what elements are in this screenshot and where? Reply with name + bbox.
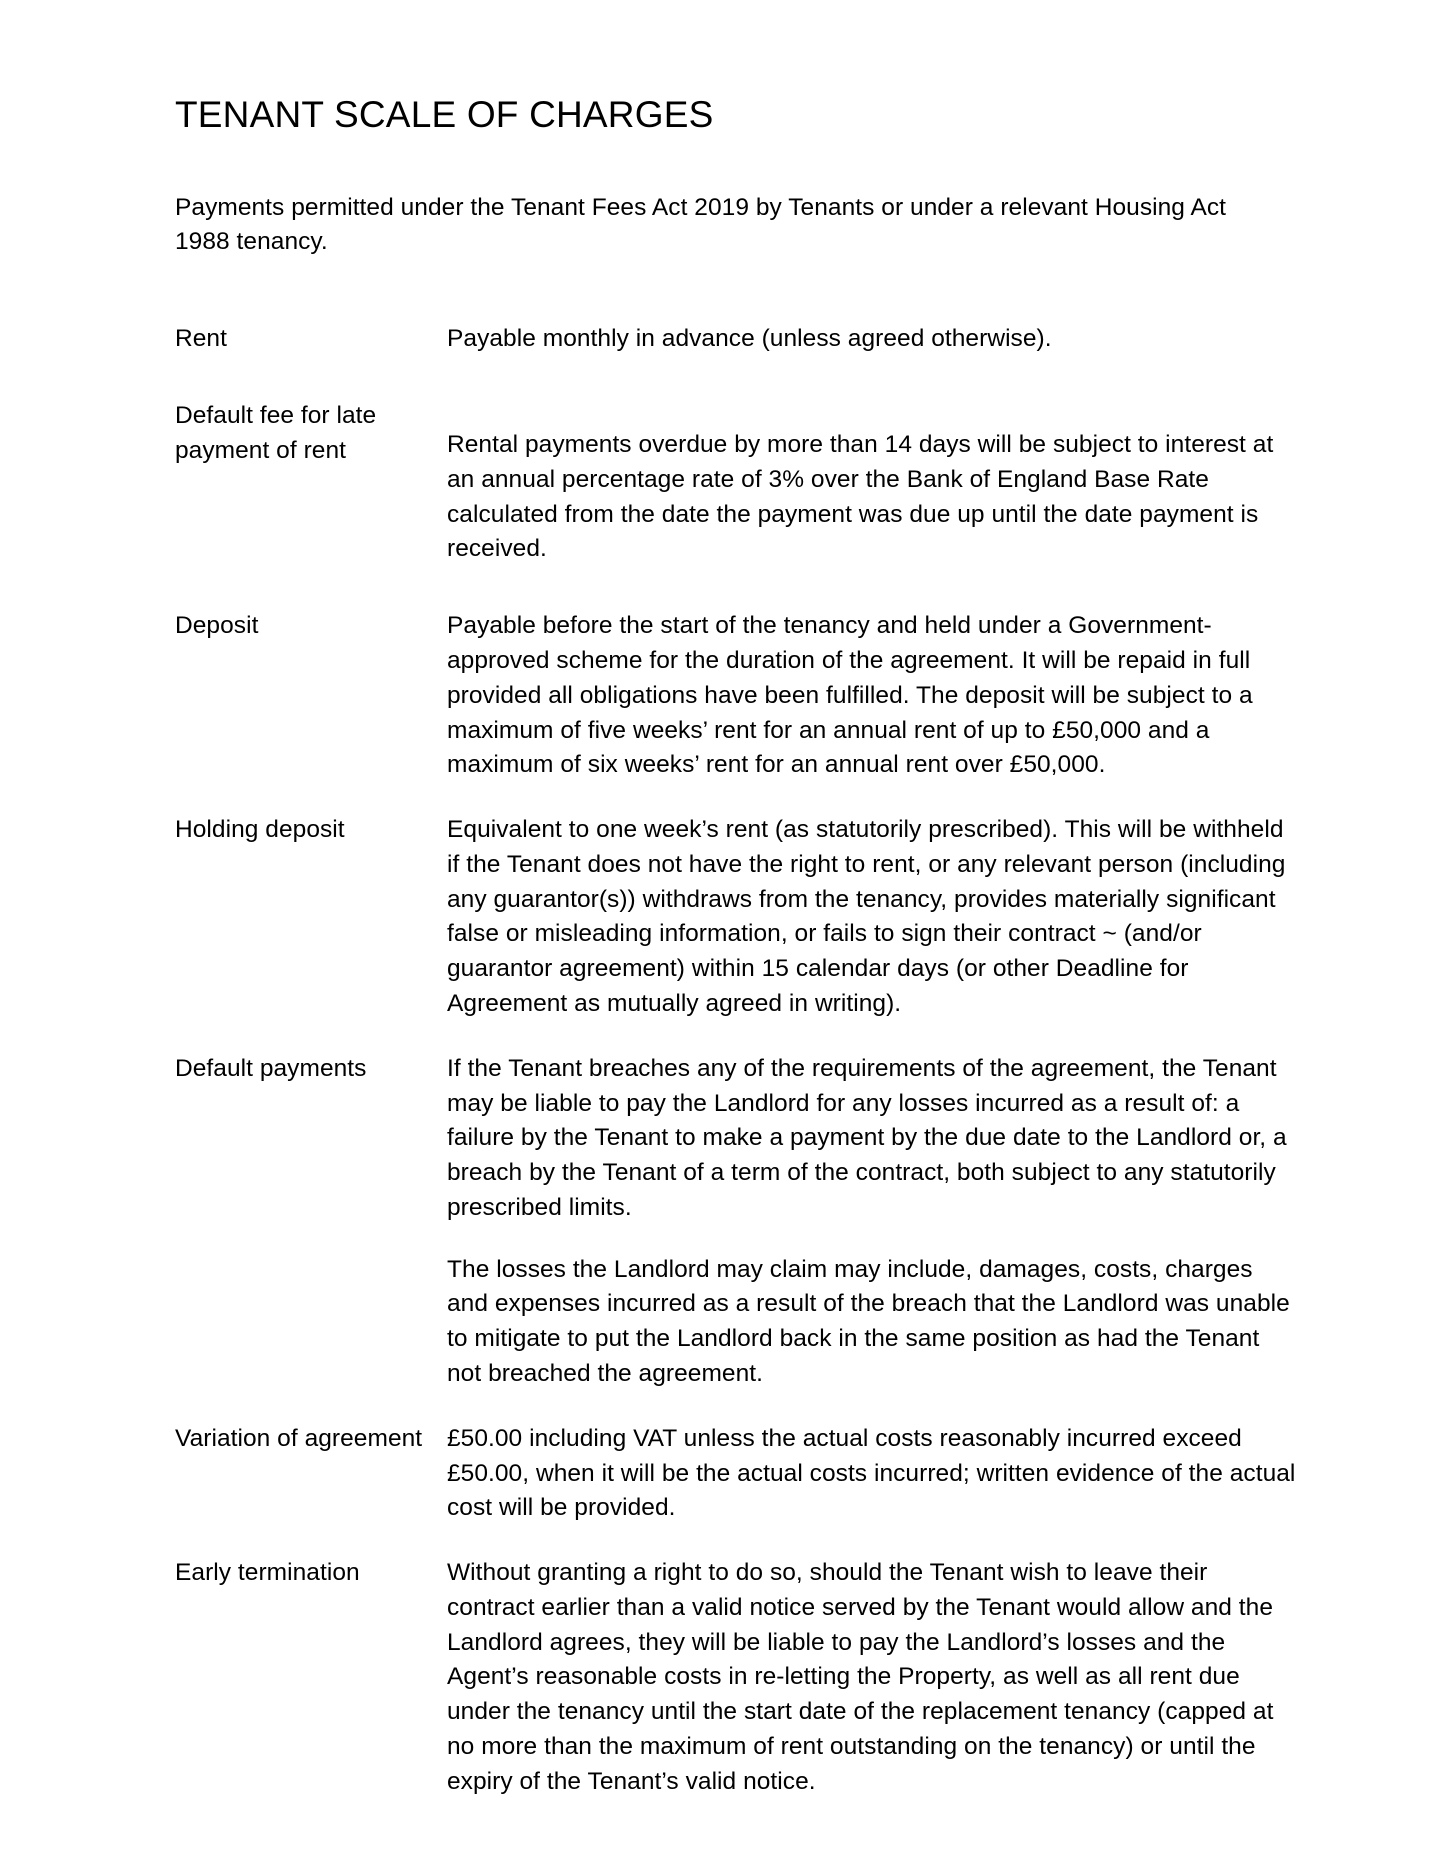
charge-paragraph: Rental payments overdue by more than 14 days will be subject to interest at an annual percentage rate of 3% over the Bank of England Base Rate calculated from the date the payment was due up until the date payment is received. bbox=[447, 431, 1274, 563]
charge-label-holding-deposit: Holding deposit bbox=[175, 816, 345, 844]
charge-label-deposit: Deposit bbox=[175, 612, 259, 640]
table-row bbox=[175, 1422, 1298, 1526]
row-gap bbox=[175, 783, 1298, 813]
intro-paragraph: Payments permitted under the Tenant Fees Act 2019 by Tenants or under a relevant Housing Act 1988 tenancy. bbox=[175, 193, 1227, 256]
charge-label-default-payments: Default payments bbox=[175, 1054, 367, 1082]
charge-label-variation-of-agreement: Variation of agreement bbox=[175, 1424, 423, 1452]
row-gap bbox=[175, 1392, 1298, 1422]
charge-label-early-termination: Early termination bbox=[175, 1559, 360, 1587]
table-row bbox=[175, 1556, 1298, 1799]
charge-paragraph: Payable monthly in advance (unless agreed otherwise). bbox=[447, 325, 1052, 353]
charge-label-default-fee-late-payment: Default fee for late payment of rent bbox=[175, 402, 377, 464]
table-row bbox=[175, 399, 1298, 567]
charge-description-rent bbox=[447, 322, 1298, 357]
charge-paragraph: Without granting a right to do so, should the Tenant wish to leave their contract earlier than a valid notice served by the Tenant would allow and the Landlord agrees, they will be liable to pay the Landlord’s losses and the Agent’s reasonable costs in re-letting the Property, as well as all rent due under the tenancy until the start date of the replacement tenancy (capped at no more than the maximum of rent outstanding on the tenancy) or until the expiry of the Tenant’s valid notice. bbox=[447, 1559, 1274, 1795]
page-title: TENANT SCALE OF CHARGES bbox=[175, 94, 714, 135]
charge-description-variation-of-agreement bbox=[447, 1422, 1298, 1526]
charge-paragraph: Equivalent to one week’s rent (as statutorily prescribed). This will be withheld if the Tenant does not have the right to rent, or any relevant person (including any guarantor(s)) withdraws from the tenancy, provides materially significant false or misleading information, or fails to sign their contract ~ (and/or guarantor agreement) within 15 calendar days (or other Deadline for Agreement as mutually agreed in writing). bbox=[447, 816, 1286, 1017]
charge-description-default-payments bbox=[447, 1052, 1298, 1392]
charge-paragraph: £50.00 including VAT unless the actual costs reasonably incurred exceed £50.00, when it will be the actual costs incurred; written evidence of the actual cost will be provided. bbox=[447, 1424, 1296, 1522]
row-gap bbox=[175, 357, 1298, 399]
row-gap bbox=[175, 1526, 1298, 1556]
charge-paragraph: Payable before the start of the tenancy and held under a Government-approved scheme for the duration of the agreement. It will be repaid in full provided all obligations have been fulfilled. The deposit will be subject to a maximum of five weeks’ rent for an annual rent of up to £50,000 and a maximum of six weeks’ rent for an annual rent over £50,000. bbox=[447, 612, 1253, 779]
row-gap bbox=[175, 1022, 1298, 1052]
table-row bbox=[175, 1052, 1298, 1392]
charge-paragraph: If the Tenant breaches any of the requirements of the agreement, the Tenant may be liable to pay the Landlord for any losses incurred as a result of: a failure by the Tenant to make a payment by the due date to the Landlord or, a breach by the Tenant of a term of the contract, both subject to any statutorily prescribed limits. bbox=[447, 1054, 1287, 1221]
charge-description-early-termination bbox=[447, 1556, 1298, 1799]
table-row bbox=[175, 813, 1298, 1022]
table-row bbox=[175, 609, 1298, 783]
charge-description-holding-deposit bbox=[447, 813, 1298, 1022]
charges-table bbox=[175, 322, 1298, 1799]
charge-description-default-fee-late-payment bbox=[447, 399, 1298, 567]
charge-paragraph: The losses the Landlord may claim may include, damages, costs, charges and expenses incurred as a result of the breach that the Landlord was unable to mitigate to put the Landlord back in the same position as had the Tenant not breached the agreement. bbox=[447, 1255, 1290, 1387]
charge-label-rent: Rent bbox=[175, 325, 227, 353]
row-gap bbox=[175, 567, 1298, 609]
charge-description-deposit bbox=[447, 609, 1298, 783]
table-row bbox=[175, 322, 1298, 357]
